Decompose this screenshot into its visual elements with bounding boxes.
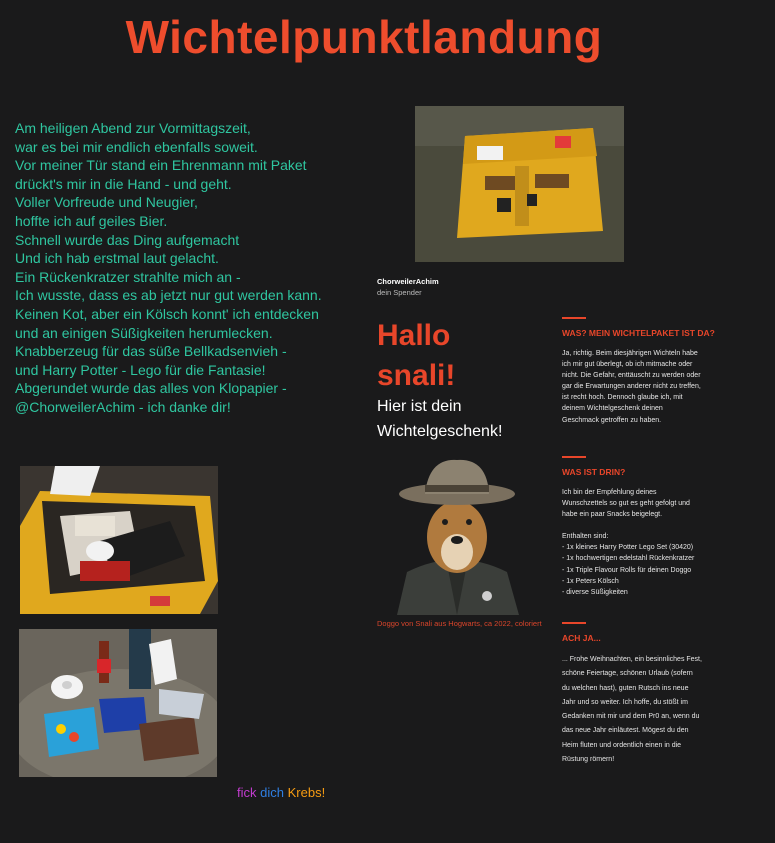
sender-role: dein Spender [377,288,422,297]
section-line: Ja, richtig. Beim diesjährigen Wichteln habe [562,350,698,357]
poem-line: war es bei mir endlich ebenfalls soweit. [15,138,258,155]
greeting-subtitle [377,394,502,444]
contents-item: - 1x hochwertigen edelstahl Rückenkratzer [562,555,695,563]
section-line: Wunschzettels so gut es geht gefolgt und [562,500,690,508]
section-line: habe ein paar Snacks beigelegt. [562,511,663,519]
poem [15,119,355,417]
footer-text [237,785,325,800]
section-line: ich mir gut überlegt, ob ich mitmache oder [562,361,693,369]
poem-line: Ein Rückenkratzer strahlte mich an - [15,268,241,285]
dog-portrait [377,452,536,615]
section-divider [562,622,586,624]
poem-line: Abgerundet wurde das alles von Klopapier - [15,380,287,397]
section-divider [562,456,586,458]
section-line: Gedanken mit mir und dem Pr0 an, wenn du [562,713,700,721]
section-line: Geschmack getroffen zu haben. [562,416,662,424]
poem-line: drückt's mir in die Hand - und geht. [15,175,232,192]
poem-line: @ChorweilerAchim - ich danke dir! [15,398,231,415]
open-box-photo [20,466,218,614]
section-divider [562,317,586,319]
section-line: das neue Jahr einläutest. Mögest du den [562,727,689,735]
contents-item: - diverse Süßigkeiten [562,588,628,596]
sender-name: ChorweilerAchim [377,277,439,286]
greeting [377,316,455,396]
section-body [562,653,722,767]
contents-item: - 1x kleines Harry Potter Lego Set (30420) [562,544,694,552]
gifts-photo [19,629,217,777]
section-closing [562,622,722,767]
section-line: nicht. Die Gefahr, enttäuscht zu werden oder [562,372,701,380]
section-line: du welchen hast), guten Rutsch ins neue [562,684,689,692]
contents-list-title: Enthalten sind: [562,533,609,541]
subtitle-line: Hier ist dein [377,398,462,415]
poem-line: Vor meiner Tür stand ein Ehrenmann mit Paket [15,157,307,174]
poem-line: Keinen Kot, aber ein Kölsch konnt' ich entdecken [15,305,319,322]
package-photo [415,106,624,262]
section-contents [562,456,722,598]
poem-line: Am heiligen Abend zur Vormittagszeit, [15,120,251,136]
poem-line: Knabberzeug für das süße Bellkadsenvieh - [15,343,287,360]
contents-item: - 1x Peters Kölsch [562,577,619,585]
contents-item: - 1x Triple Flavour Rolls für deinen Doggo [562,566,692,574]
section-line: Rüstung römern! [562,756,615,764]
footer-word: fick [237,785,257,800]
poem-line: Schnell wurde das Ding aufgemacht [15,231,240,248]
poem-line: und Harry Potter - Lego für die Fantasie! [15,361,266,378]
section-heading: ACH JA... [562,633,601,643]
section-body [562,487,722,598]
section-line: Heim fluten und ordentlich einen in die [562,741,682,749]
poem-line: Ich wusste, dass es ab jetzt nur gut werden kann. [15,287,322,304]
section-line: ... Frohe Weihnachten, ein besinnliches Fest, [562,656,702,663]
section-heading: WAS? MEIN WICHTELPAKET IST DA? [562,328,715,338]
page-title: Wichtelpunktlandung [125,11,603,63]
section-line: Jahr und so weiter. Ich hoffe, du stößt im [562,698,688,706]
subtitle-line: Wichtelgeschenk! [377,423,503,440]
section-line: gar die Erwartungen anderer nicht zu treffen, [562,383,701,391]
poem-line: hoffte ich auf geiles Bier. [15,212,168,229]
footer-word: Krebs! [287,785,326,800]
section-body [562,348,722,426]
section-package-arrived [562,317,722,426]
footer-word: dich [260,785,284,800]
section-line: Ich bin der Empfehlung deines [562,489,657,496]
poem-line: und an einigen Süßigkeiten herumlecken. [15,324,273,341]
section-line: schöne Feiertage, schönen Urlaub (sofern [562,670,693,678]
section-line: ist recht hoch. Dennoch glaube ich, mit [562,394,683,402]
dog-caption: Doggo von Snali aus Hogwarts, ca 2022, coloriert [377,619,542,628]
section-heading: WAS IST DRIN? [562,467,626,477]
greeting-line: Hallo [377,319,451,352]
poem-line: Voller Vorfreude und Neugier, [15,194,198,211]
section-line: deinem Wichtelgeschenk deinen [562,405,663,413]
greeting-line: snali! [377,359,456,392]
poem-line: Und ich hab erstmal laut gelacht. [15,250,219,267]
